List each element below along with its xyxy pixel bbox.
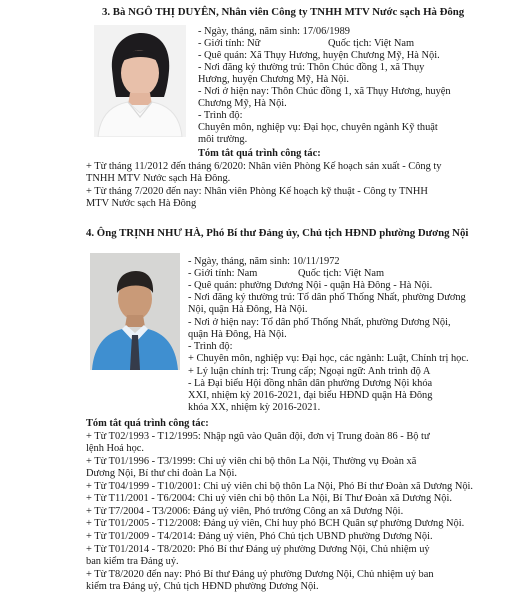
person2-summary-title: Tóm tắt quá trình công tác: bbox=[86, 418, 209, 429]
person2-education: - Trình độ: bbox=[188, 341, 233, 352]
person2-career-item: lệnh Hoá học. bbox=[86, 443, 144, 454]
person1-residence: - Nơi đăng ký thường trú: Thôn Chúc đồng 1, xã Thụy bbox=[198, 62, 425, 73]
person1-career-item: + Từ tháng 11/2012 đến tháng 6/2020: Nhân viên Phòng Kế hoạch sản xuất - Công ty bbox=[86, 161, 442, 172]
person2-career-item: + Từ T11/2001 - T6/2004: Chi uỷ viên chi bộ thôn La Nội, Bí Thư Đoàn xã Dương Nội. bbox=[86, 493, 452, 504]
person2-delegate-cont: khóa XX, nhiệm kỳ 2016-2021. bbox=[188, 402, 321, 413]
person1-career-item: MTV Nước sạch Hà Đông bbox=[86, 198, 197, 209]
person1-birthdate: - Ngày, tháng, năm sinh: 17/06/1989 bbox=[198, 26, 350, 37]
person1-career-item: + Từ tháng 7/2020 đến nay: Nhân viên Phòng Kế hoạch kỹ thuật - Công ty TNHH bbox=[86, 186, 428, 197]
person2-career-item: + Từ T01/2009 - T4/2014: Đảng uỷ viên, Phó Chủ tịch UBND phường Dương Nội. bbox=[86, 531, 433, 542]
person2-career-item: + Từ T01/2014 - T8/2020: Phó Bí thư Đảng uỷ phường Dương Nội, Chủ nhiệm uỷ bbox=[86, 544, 430, 555]
person2-career-item: Dương Nội, Bí thư chi đoàn La Nội. bbox=[86, 468, 237, 479]
person2-hometown: - Quê quán: phường Dương Nội - quận Hà Đông - Hà Nội. bbox=[188, 280, 433, 291]
person1-current-address: - Nơi ở hiện nay: Thôn Chúc đồng 1, xã Thụy Hương, huyện bbox=[198, 86, 451, 97]
person2-delegate-cont: XXI, nhiệm kỳ 2016-2021, đại biểu HĐND quận Hà Đông bbox=[188, 390, 433, 401]
person1-career-item: TNHH MTV Nước sạch Hà Đông. bbox=[86, 173, 231, 184]
person1-nationality: Quốc tịch: Việt Nam bbox=[328, 38, 415, 49]
person2-political-theory: + Lý luận chính trị: Trung cấp; Ngoại ngữ: Anh trình độ A bbox=[188, 366, 431, 377]
person2-specialty: + Chuyên môn, nghiệp vụ: Đại học, các ngành: Luật, Chính trị học. bbox=[188, 353, 469, 364]
person2-career-item: + Từ T7/2004 - T3/2006: Đảng uỷ viên, Phó trưởng Công an xã Dương Nội. bbox=[86, 506, 404, 517]
person2-heading: 4. Ông TRỊNH NHƯ HÀ, Phó Bí thư Đảng ủy, Chủ tịch HĐND phường Dương Nội bbox=[86, 227, 469, 239]
person2-career-item: + Từ T8/2020 đến nay: Phó Bí thư Đảng uỷ phường Dương Nội, Chủ nhiệm uỷ ban bbox=[86, 569, 434, 580]
person1-current-address-cont: Chương Mỹ, Hà Nội. bbox=[198, 98, 287, 109]
person1-specialty-cont: môi trường. bbox=[198, 134, 248, 145]
person1-hometown: - Quê quán: Xã Thụy Hương, huyện Chương Mỹ, Hà Nội. bbox=[198, 50, 440, 61]
person1-heading: 3. Bà NGÔ THỊ DUYÊN, Nhân viên Công ty TNHH MTV Nước sạch Hà Đông bbox=[102, 6, 465, 18]
person2-delegate: - Là Đại biểu Hội đồng nhân dân phường Dương Nội khóa bbox=[188, 378, 433, 389]
person1-residence-cont: Hương, huyện Chương Mỹ, Hà Nội. bbox=[198, 74, 349, 85]
person1-education: - Trình độ: bbox=[198, 110, 243, 121]
person2-residence: - Nơi đăng ký thường trú: Tổ dân phố Thống Nhất, phường Dương bbox=[188, 292, 466, 303]
person2-career-item: + Từ T04/1999 - T10/2001: Chi uỷ viên chi bộ thôn La Nội, Phó Bí thư Đoàn xã Dương Nội. bbox=[86, 481, 473, 492]
person2-career-item: + Từ T01/1996 - T3/1999: Chi uỷ viên chi bộ thôn La Nội, Thường vụ Đoàn xã bbox=[86, 456, 417, 467]
person2-portrait-image bbox=[90, 253, 180, 370]
person2-current-address-cont: quận Hà Đông, Hà Nội. bbox=[188, 329, 287, 340]
person2-birthdate: - Ngày, tháng, năm sinh: 10/11/1972 bbox=[188, 256, 340, 267]
person2-current-address: - Nơi ở hiện nay: Tổ dân phố Thống Nhất, phường Dương Nội, bbox=[188, 317, 451, 328]
person2-career-item: kiểm tra Đảng uỷ, Chủ tịch HĐND phường Dương Nội. bbox=[86, 581, 319, 592]
person2-nationality: Quốc tịch: Việt Nam bbox=[298, 268, 385, 279]
person1-portrait-image bbox=[94, 25, 186, 137]
person2-residence-cont: Nội, quận Hà Đông, Hà Nội. bbox=[188, 304, 308, 315]
person2-gender: - Giới tính: Nam bbox=[188, 268, 258, 279]
person1-summary-title: Tóm tắt quá trình công tác: bbox=[198, 148, 321, 159]
person1-portrait bbox=[94, 25, 186, 137]
person2-career-item: ban kiểm tra Đảng uỷ. bbox=[86, 556, 179, 567]
person1-gender: - Giới tính: Nữ bbox=[198, 38, 261, 49]
person2-career-item: + Từ T01/2005 - T12/2008: Đảng uỷ viên, Chỉ huy phó BCH Quân sự phường Dương Nội. bbox=[86, 518, 465, 529]
person2-career-item: + Từ T02/1993 - T12/1995: Nhập ngũ vào Quân đội, đơn vị Trung đoàn 86 - Bộ tư bbox=[86, 431, 430, 442]
person2-portrait bbox=[90, 253, 180, 370]
person1-specialty: Chuyên môn, nghiệp vụ: Đại học, chuyên ngành Kỹ thuật bbox=[198, 122, 438, 133]
